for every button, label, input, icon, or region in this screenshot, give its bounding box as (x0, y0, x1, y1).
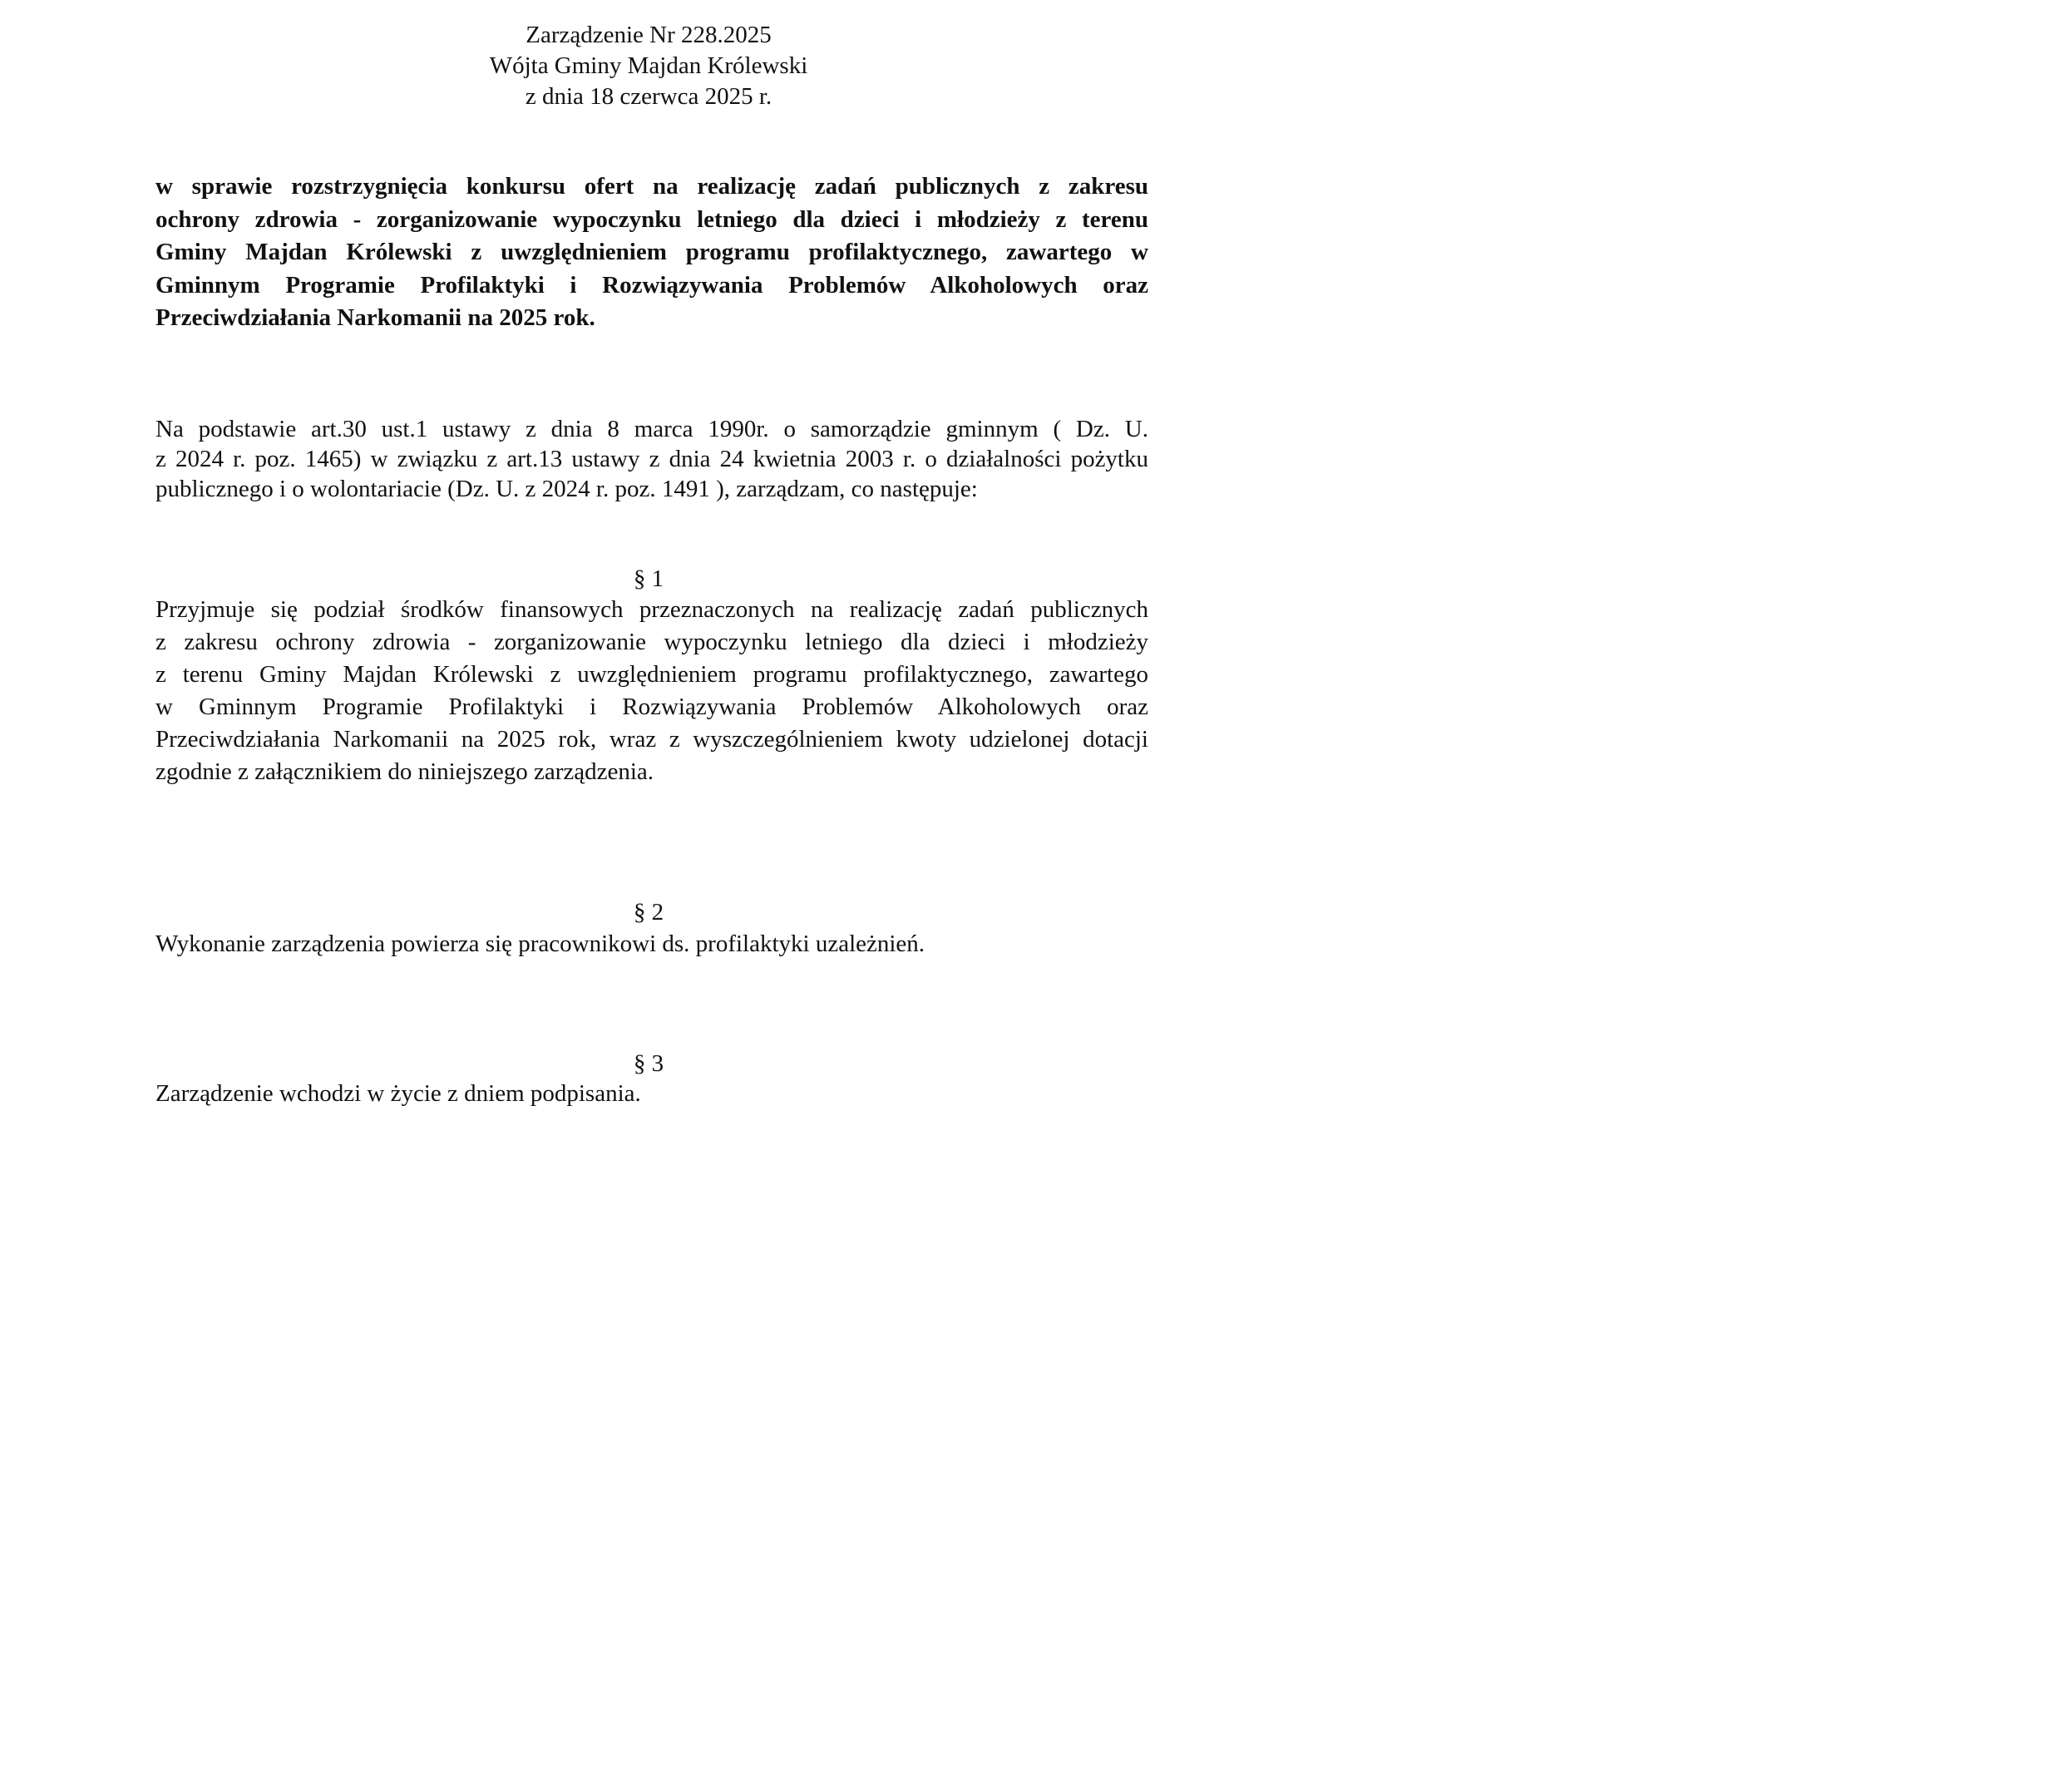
legal-basis-line: publicznego i o wolontariacie (Dz. U. z 2024 r. poz. 1491 ), zarządzam, co następuje: (155, 476, 978, 502)
legal-basis-line: Na podstawie art.30 ust.1 ustawy z dnia 8 marca 1990r. o samorządzie gminnym ( Dz. U. (155, 416, 1148, 442)
legal-basis (155, 414, 1148, 504)
document-page (0, 0, 1297, 1128)
section-1-line: Przyjmuje się podział środków finansowych przeznaczonych na realizację zadań publicznych (155, 596, 1148, 623)
section-1-line: z zakresu ochrony zdrowia - zorganizowanie wypoczynku letniego dla dzieci i młodzieży (155, 629, 1148, 655)
subject-line: Gminnym Programie Profilaktyki i Rozwiązywania Problemów Alkoholowych oraz (155, 271, 1148, 299)
section-1-line: z terenu Gminy Majdan Królewski z uwzględnieniem programu profilaktycznego, zawartego (155, 661, 1148, 688)
section-1-line: w Gminnym Programie Profilaktyki i Rozwiązywania Problemów Alkoholowych oraz (155, 694, 1148, 720)
section-2-line: Wykonanie zarządzenia powierza się pracownikowi ds. profilaktyki uzależnień. (155, 931, 925, 957)
section-2-heading: § 2 (633, 899, 664, 926)
ordinance-number: Zarządzenie Nr 228.2025 (526, 22, 772, 48)
subject-line: w sprawie rozstrzygnięcia konkursu ofert na realizację zadań publicznych z zakresu (155, 173, 1148, 200)
issuing-authority: Wójta Gminy Majdan Królewski (489, 52, 808, 79)
section-3-heading: § 3 (633, 1050, 664, 1077)
subject-line: Gminy Majdan Królewski z uwzględnieniem programu profilaktycznego, zawartego w (155, 239, 1148, 265)
ordinance-subject (155, 170, 1148, 335)
section-2-text (155, 929, 1148, 959)
section-1-text (155, 594, 1148, 788)
section-1-heading: § 1 (633, 565, 664, 592)
subject-line: ochrony zdrowia - zorganizowanie wypoczynku letniego dla dzieci i młodzieży z terenu (155, 205, 1148, 233)
legal-basis-line: z 2024 r. poz. 1465) w związku z art.13 ustawy z dnia 24 kwietnia 2003 r. o działalności pożytku (155, 446, 1148, 472)
ordinance-date: z dnia 18 czerwca 2025 r. (525, 83, 772, 110)
subject-line: Przeciwdziałania Narkomanii na 2025 rok. (155, 304, 595, 331)
section-3-text (155, 1079, 1148, 1108)
section-1-line: zgodnie z załącznikiem do niniejszego zarządzenia. (155, 758, 654, 785)
document-header (0, 20, 1297, 112)
section-1-line: Przeciwdziałania Narkomanii na 2025 rok, wraz z wyszczególnieniem kwoty udzielonej dotacji (155, 726, 1148, 753)
section-3-line: Zarządzenie wchodzi w życie z dniem podpisania. (155, 1080, 641, 1107)
